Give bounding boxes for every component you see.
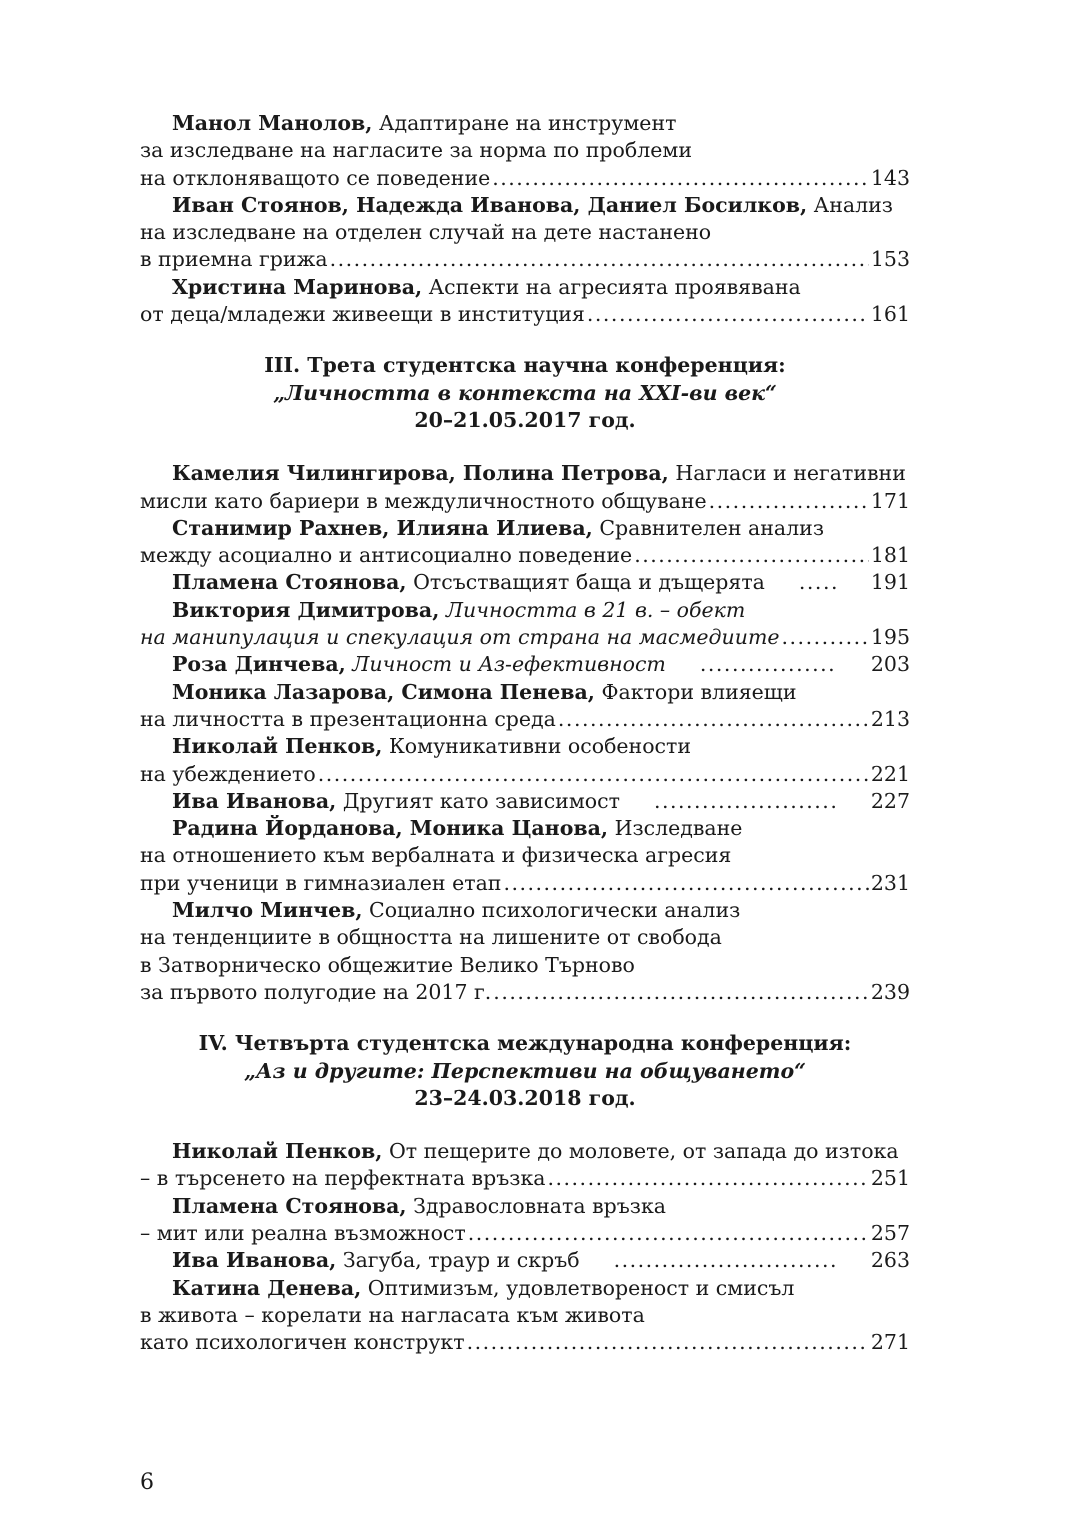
toc-entry[interactable] — [140, 597, 910, 652]
toc-entry-line — [140, 192, 910, 219]
toc-entry-authors: Катина Денева, — [172, 1275, 362, 1300]
section-heading — [140, 352, 910, 434]
toc-entry-line — [140, 1138, 910, 1165]
toc-entry-line — [140, 1275, 910, 1302]
toc-entry-authors: Моника Лазарова, Симона Пенева, — [172, 679, 595, 704]
toc-entry-page: 239 — [870, 979, 910, 1004]
toc-entry-title: Личност и Аз-ефективност — [352, 652, 666, 677]
toc-entry-title: Комуникативни особености — [388, 734, 692, 759]
dot-leader — [709, 488, 869, 515]
toc-entry-line — [140, 842, 910, 869]
toc-entry-title: на личността в презентационна среда — [140, 706, 556, 731]
toc-entry-authors: Николай Пенков, — [172, 734, 383, 759]
table-of-contents — [140, 110, 910, 1356]
toc-entry-authors: Христина Маринова, — [172, 274, 423, 299]
section-title: III. Трета студентска научна конференция: — [264, 353, 786, 378]
toc-entry[interactable] — [140, 192, 910, 274]
toc-entry-line — [140, 651, 910, 678]
toc-entry-title: в приемна грижа — [140, 247, 328, 272]
toc-entry-title: мисли като бариери в междуличностното общуване — [140, 488, 707, 513]
dot-leader — [767, 569, 837, 596]
dot-leader — [622, 788, 837, 815]
toc-entry-title: на изследване на отделен случай на дете настанено — [140, 220, 712, 245]
toc-entry-title: като психологичен конструкт — [140, 1330, 465, 1355]
toc-entry-authors: Иван Стоянов, Надежда Иванова, Даниел Босилков, — [172, 192, 808, 217]
toc-entry-line — [140, 924, 910, 951]
toc-entry[interactable] — [140, 815, 910, 897]
toc-entry-title: в живота – корелати на нагласата към живота — [140, 1302, 645, 1327]
toc-entry-authors: Радина Йорданова, Моника Цанова, — [172, 816, 609, 841]
dot-leader — [558, 706, 869, 733]
toc-entry[interactable] — [140, 679, 910, 734]
toc-entry-page: 181 — [870, 543, 910, 568]
toc-entry-line — [140, 897, 910, 924]
toc-entry-line — [140, 246, 910, 273]
toc-entry-title: Аспекти на агресията проявявана — [428, 274, 801, 299]
toc-entry-authors: Ива Иванова, — [172, 788, 337, 813]
toc-entry-title: при ученици в гимназиален етап — [140, 870, 502, 895]
toc-entry-title: на тенденциите в общността на лишените от свобода — [140, 925, 722, 950]
section-subtitle: „Аз и другите: Перспективи на общуването“ — [244, 1058, 806, 1083]
dot-leader — [782, 624, 869, 651]
toc-entry-title: – в търсенето на перфектната връзка — [140, 1166, 546, 1191]
toc-entry-title: Нагласи и негативни — [675, 461, 906, 486]
toc-entry-title: Отсъстващият баща и дъщерята — [413, 570, 765, 595]
toc-entry-title: Оптимизъм, удовлетвореност и смисъл — [367, 1275, 795, 1300]
toc-entry-title: – мит или реална възможност — [140, 1220, 466, 1245]
toc-entry-line — [140, 952, 910, 979]
toc-entry-line — [140, 569, 910, 596]
toc-entry-page: 227 — [870, 788, 910, 813]
toc-entry-title: на убеждението — [140, 761, 316, 786]
dot-leader — [330, 246, 869, 273]
section-date: 20–21.05.2017 год. — [414, 407, 636, 432]
toc-entry-line — [140, 761, 910, 788]
toc-entry-title: Социално психологически анализ — [369, 898, 741, 923]
toc-entry-line — [140, 542, 910, 569]
toc-entry-title: Фактори влияещи — [601, 679, 797, 704]
toc-entry-line — [140, 219, 910, 246]
section-heading — [140, 1030, 910, 1112]
toc-entry-line — [140, 274, 910, 301]
toc-entry-authors: Пламена Стоянова, — [172, 570, 407, 595]
toc-entry-page: 153 — [870, 247, 910, 272]
toc-entry-line — [140, 815, 910, 842]
toc-entry-page: 221 — [870, 761, 910, 786]
toc-entry-page: 203 — [870, 652, 910, 677]
dot-leader — [547, 1165, 868, 1192]
toc-entry-line — [140, 1247, 910, 1274]
toc-entry-authors: Виктория Димитрова, — [172, 597, 440, 622]
toc-entry-line — [140, 515, 910, 542]
toc-entry-title: в Затворническо общежитие Велико Търново — [140, 952, 635, 977]
toc-entry-line — [140, 870, 910, 897]
toc-entry-page: 271 — [870, 1330, 910, 1355]
toc-entry-title: Изследване — [614, 816, 743, 841]
toc-entry-authors: Манол Манолов, — [172, 111, 373, 135]
toc-entry-page: 213 — [870, 706, 910, 731]
toc-entry[interactable] — [140, 1138, 910, 1193]
toc-entry[interactable] — [140, 274, 910, 329]
toc-entry-line — [140, 1302, 910, 1329]
toc-entry[interactable] — [140, 1275, 910, 1357]
toc-entry-title: за първото полугодие на 2017 г. — [140, 979, 492, 1004]
toc-entry-authors: Ива Иванова, — [172, 1248, 337, 1273]
toc-entry[interactable] — [140, 569, 910, 596]
toc-entry-page: 263 — [870, 1248, 910, 1273]
toc-entry-line — [140, 488, 910, 515]
toc-entry-line — [140, 1220, 910, 1247]
toc-entry-page: 161 — [870, 302, 910, 327]
toc-entry-authors: Роза Динчева, — [172, 652, 346, 677]
toc-entry-line — [140, 110, 910, 137]
toc-entry-line — [140, 624, 910, 651]
toc-entry-line — [140, 165, 910, 192]
toc-entry[interactable] — [140, 733, 910, 788]
toc-entry[interactable] — [140, 515, 910, 570]
toc-entry-page: 231 — [870, 870, 910, 895]
dot-leader — [318, 761, 869, 788]
toc-entry-authors: Станимир Рахнев, Илияна Илиева, — [172, 515, 593, 540]
toc-entry-line — [140, 1165, 910, 1192]
toc-entry-title: Анализ — [813, 192, 893, 217]
page-number: 6 — [140, 1470, 154, 1495]
toc-entry-page: 195 — [870, 625, 910, 650]
toc-entry[interactable] — [140, 651, 910, 678]
toc-entry-line — [140, 706, 910, 733]
toc-entry[interactable] — [140, 1193, 910, 1248]
toc-entry[interactable] — [140, 460, 910, 515]
toc-entry-page: 191 — [870, 570, 910, 595]
toc-entry[interactable] — [140, 110, 910, 192]
toc-entry-title: на отклоняващото се поведение — [140, 165, 491, 190]
toc-entry-line — [140, 733, 910, 760]
toc-entry-title: за изследване на нагласите за норма по проблеми — [140, 138, 692, 163]
toc-entry-title: Здравословната връзка — [413, 1193, 666, 1218]
dot-leader — [467, 1329, 869, 1356]
toc-entry-line — [140, 1329, 910, 1356]
toc-entry-title: от деца/младежи живеещи в институция — [140, 302, 585, 327]
toc-entry-authors: Камелия Чилингирова, Полина Петрова, — [172, 461, 669, 486]
toc-entry-line — [140, 597, 910, 624]
toc-entry-line — [140, 788, 910, 815]
toc-entry[interactable] — [140, 1247, 910, 1274]
toc-entry-line — [140, 679, 910, 706]
toc-entry-title: Загуба, траур и скръб — [342, 1248, 580, 1273]
section-title: IV. Четвърта студентска международна конференция: — [198, 1031, 852, 1056]
toc-entry-title: между асоциално и антисоциално поведение — [140, 543, 633, 568]
toc-entry-title: От пещерите до моловете, от запада до изтока — [388, 1139, 899, 1164]
dot-leader — [634, 542, 869, 569]
toc-entry-page: 143 — [870, 165, 910, 190]
dot-leader — [587, 301, 869, 328]
toc-entry-line — [140, 137, 910, 164]
section-date: 23–24.03.2018 год. — [414, 1085, 636, 1110]
toc-entry-title: Другият като зависимост — [342, 788, 620, 813]
toc-entry-authors: Милчо Минчев, — [172, 898, 363, 923]
toc-entry-authors: Николай Пенков, — [172, 1139, 383, 1164]
dot-leader — [582, 1247, 837, 1274]
dot-leader — [468, 1220, 869, 1247]
toc-entry-authors: Пламена Стоянова, — [172, 1193, 407, 1218]
toc-entry-line — [140, 460, 910, 487]
dot-leader — [503, 870, 868, 897]
toc-entry-title: Адаптиране на инструмент — [378, 111, 677, 135]
toc-entry-title: на отношението към вербалната и физическа агресия — [140, 843, 732, 868]
toc-entry-page: 251 — [870, 1166, 910, 1191]
dot-leader — [492, 165, 869, 192]
toc-entry-page: 257 — [870, 1220, 910, 1245]
toc-entry-line — [140, 979, 910, 1006]
toc-entry-line — [140, 1193, 910, 1220]
dot-leader — [668, 651, 837, 678]
toc-entry-title: Сравнителен анализ — [599, 515, 825, 540]
toc-entry-title: на манипулация и спекулация от страна на масмедиите — [140, 625, 780, 650]
toc-entry[interactable] — [140, 788, 910, 815]
toc-entry-page: 171 — [870, 488, 910, 513]
toc-entry-title: Личността в 21 в. – обект — [445, 597, 746, 622]
toc-entry-line — [140, 301, 910, 328]
section-subtitle: „Личността в контекста на XXI-ви век“ — [273, 380, 777, 405]
toc-entry[interactable] — [140, 897, 910, 1006]
dot-leader — [493, 979, 869, 1006]
